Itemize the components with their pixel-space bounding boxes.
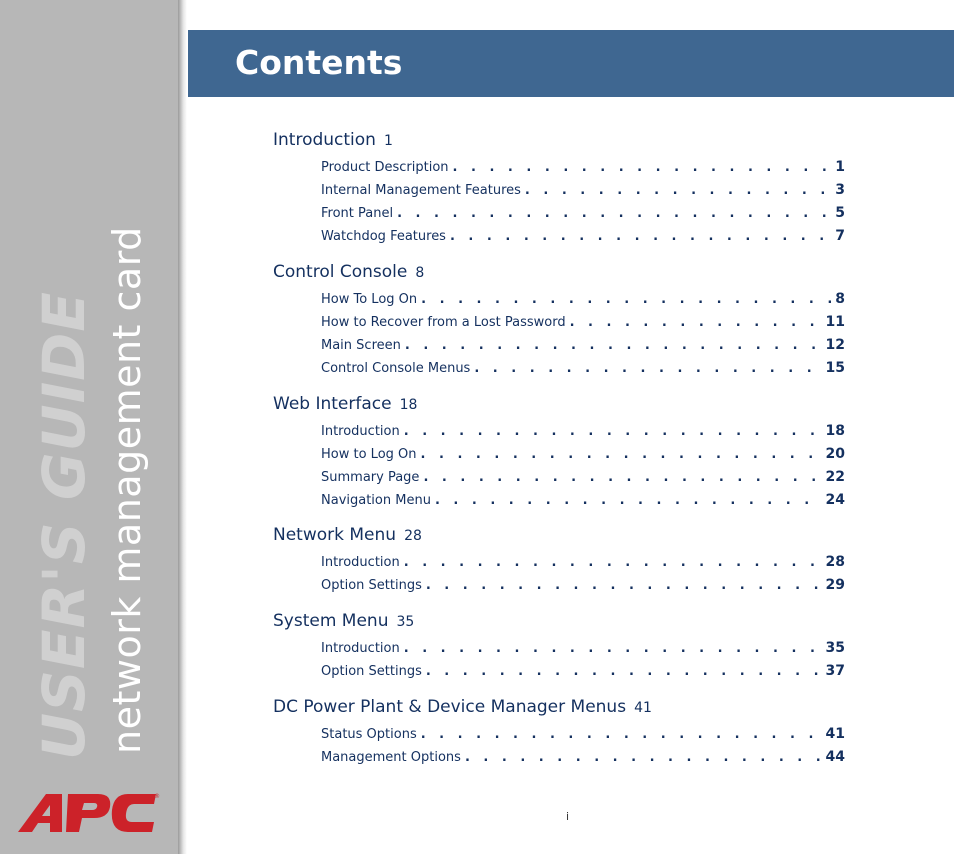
leader-dots: [426, 664, 823, 679]
toc-entry-label: Option Settings: [321, 578, 422, 593]
toc-entry-page: 12: [825, 337, 845, 353]
toc-section-page: 41: [634, 700, 652, 716]
logo-a: [18, 794, 62, 832]
leader-dots: [426, 578, 823, 593]
toc-entry-page: 41: [825, 726, 845, 742]
toc-entry-page: 20: [825, 446, 845, 462]
toc-entry-page: 37: [825, 663, 845, 679]
toc-entry-page: 28: [825, 554, 845, 570]
leader-dots: [450, 229, 832, 244]
toc-section-page: 35: [396, 614, 415, 630]
toc-entry-page: 22: [825, 469, 845, 485]
leader-dots: [397, 206, 832, 221]
toc-section-page: 1: [383, 133, 393, 149]
toc-section[interactable]: [273, 394, 417, 414]
toc-entry-label: Main Screen: [321, 338, 401, 353]
leader-dots: [421, 447, 823, 462]
toc-entry-page: 7: [835, 228, 845, 244]
toc-entry[interactable]: [321, 554, 845, 572]
users-guide-title: USER'S GUIDE: [30, 291, 98, 760]
toc-section-title: Control Console: [273, 262, 408, 282]
toc-entry-label: Control Console Menus: [321, 361, 471, 376]
toc-entry[interactable]: [321, 182, 845, 200]
toc-entry-label: Front Panel: [321, 206, 394, 221]
logo-registered-mark: ®: [154, 793, 160, 800]
toc-entry[interactable]: [321, 159, 845, 177]
leader-dots: [421, 727, 823, 742]
toc-entry-label: Status Options: [321, 727, 417, 742]
toc-entry-page: 24: [825, 492, 845, 508]
toc-entry[interactable]: [321, 663, 845, 681]
toc-section[interactable]: [273, 262, 424, 282]
toc-entry-page: 44: [825, 749, 845, 765]
toc-section-page: 18: [399, 397, 418, 413]
toc-entry-label: How To Log On: [321, 292, 418, 307]
product-name: network management card: [105, 226, 149, 754]
toc-entry-page: 1: [835, 159, 845, 175]
toc-entry-label: Introduction: [321, 641, 400, 656]
toc-entry[interactable]: [321, 337, 845, 355]
toc-entry[interactable]: [321, 749, 845, 767]
toc-entry[interactable]: [321, 469, 845, 487]
toc-entry[interactable]: [321, 492, 845, 510]
toc-section[interactable]: [273, 611, 414, 631]
toc-entry[interactable]: [321, 291, 845, 309]
toc-section-page: 28: [404, 528, 422, 544]
toc-entry[interactable]: [321, 726, 845, 744]
leader-dots: [570, 315, 823, 330]
toc-section[interactable]: [273, 130, 393, 150]
toc-entry-label: Summary Page: [321, 470, 420, 485]
toc-entry-label: Introduction: [321, 555, 400, 570]
toc-entry-label: How to Recover from a Lost Password: [321, 315, 566, 330]
toc-entry-label: Management Options: [321, 750, 461, 765]
logo-c: [112, 794, 156, 832]
toc-entry-label: How to Log On: [321, 447, 417, 462]
apc-logo: [16, 788, 160, 836]
page-number: i: [566, 810, 570, 823]
toc-section-title: DC Power Plant & Device Manager Menus: [273, 697, 627, 717]
leader-dots: [423, 470, 822, 485]
leader-dots: [421, 292, 832, 307]
toc-entry-label: Navigation Menu: [321, 493, 431, 508]
toc-entry[interactable]: [321, 640, 845, 658]
toc-entry[interactable]: [321, 446, 845, 464]
page-title: Contents: [235, 43, 403, 82]
toc-entry[interactable]: [321, 228, 845, 246]
toc-entry-label: Product Description: [321, 160, 449, 175]
toc-section[interactable]: [273, 697, 652, 717]
leader-dots: [465, 750, 823, 765]
toc-section-title: System Menu: [273, 611, 389, 631]
logo-p: [66, 794, 110, 832]
logo-p-counter: [82, 803, 97, 810]
leader-dots: [404, 641, 823, 656]
leader-dots: [525, 183, 832, 198]
toc-entry-page: 29: [825, 577, 845, 593]
leader-dots: [404, 424, 823, 439]
toc-entry-label: Option Settings: [321, 664, 422, 679]
toc-section-page: 8: [415, 265, 425, 281]
toc-entry[interactable]: [321, 423, 845, 441]
toc-entry[interactable]: [321, 205, 845, 223]
toc-section-title: Web Interface: [273, 394, 392, 414]
toc-entry-label: Introduction: [321, 424, 400, 439]
toc-entry-page: 15: [825, 360, 845, 376]
toc-entry-label: Watchdog Features: [321, 229, 446, 244]
toc-entry[interactable]: [321, 360, 845, 378]
leader-dots: [474, 361, 822, 376]
toc-section-title: Network Menu: [273, 525, 397, 545]
toc-entry-page: 8: [835, 291, 845, 307]
toc-entry[interactable]: [321, 577, 845, 595]
toc-entry-page: 18: [825, 423, 845, 439]
toc-entry[interactable]: [321, 314, 845, 332]
toc-section[interactable]: [273, 525, 422, 545]
toc-section-title: Introduction: [273, 130, 376, 150]
leader-dots: [435, 493, 823, 508]
toc-entry-label: Internal Management Features: [321, 183, 521, 198]
sidebar-shadow: [178, 0, 187, 854]
toc-entry-page: 35: [825, 640, 845, 656]
leader-dots: [404, 555, 823, 570]
leader-dots: [453, 160, 833, 175]
toc-entry-page: 5: [835, 205, 845, 221]
leader-dots: [405, 338, 823, 353]
toc-entry-page: 11: [825, 314, 845, 330]
contents-header: [188, 30, 954, 97]
toc-entry-page: 3: [835, 182, 845, 198]
